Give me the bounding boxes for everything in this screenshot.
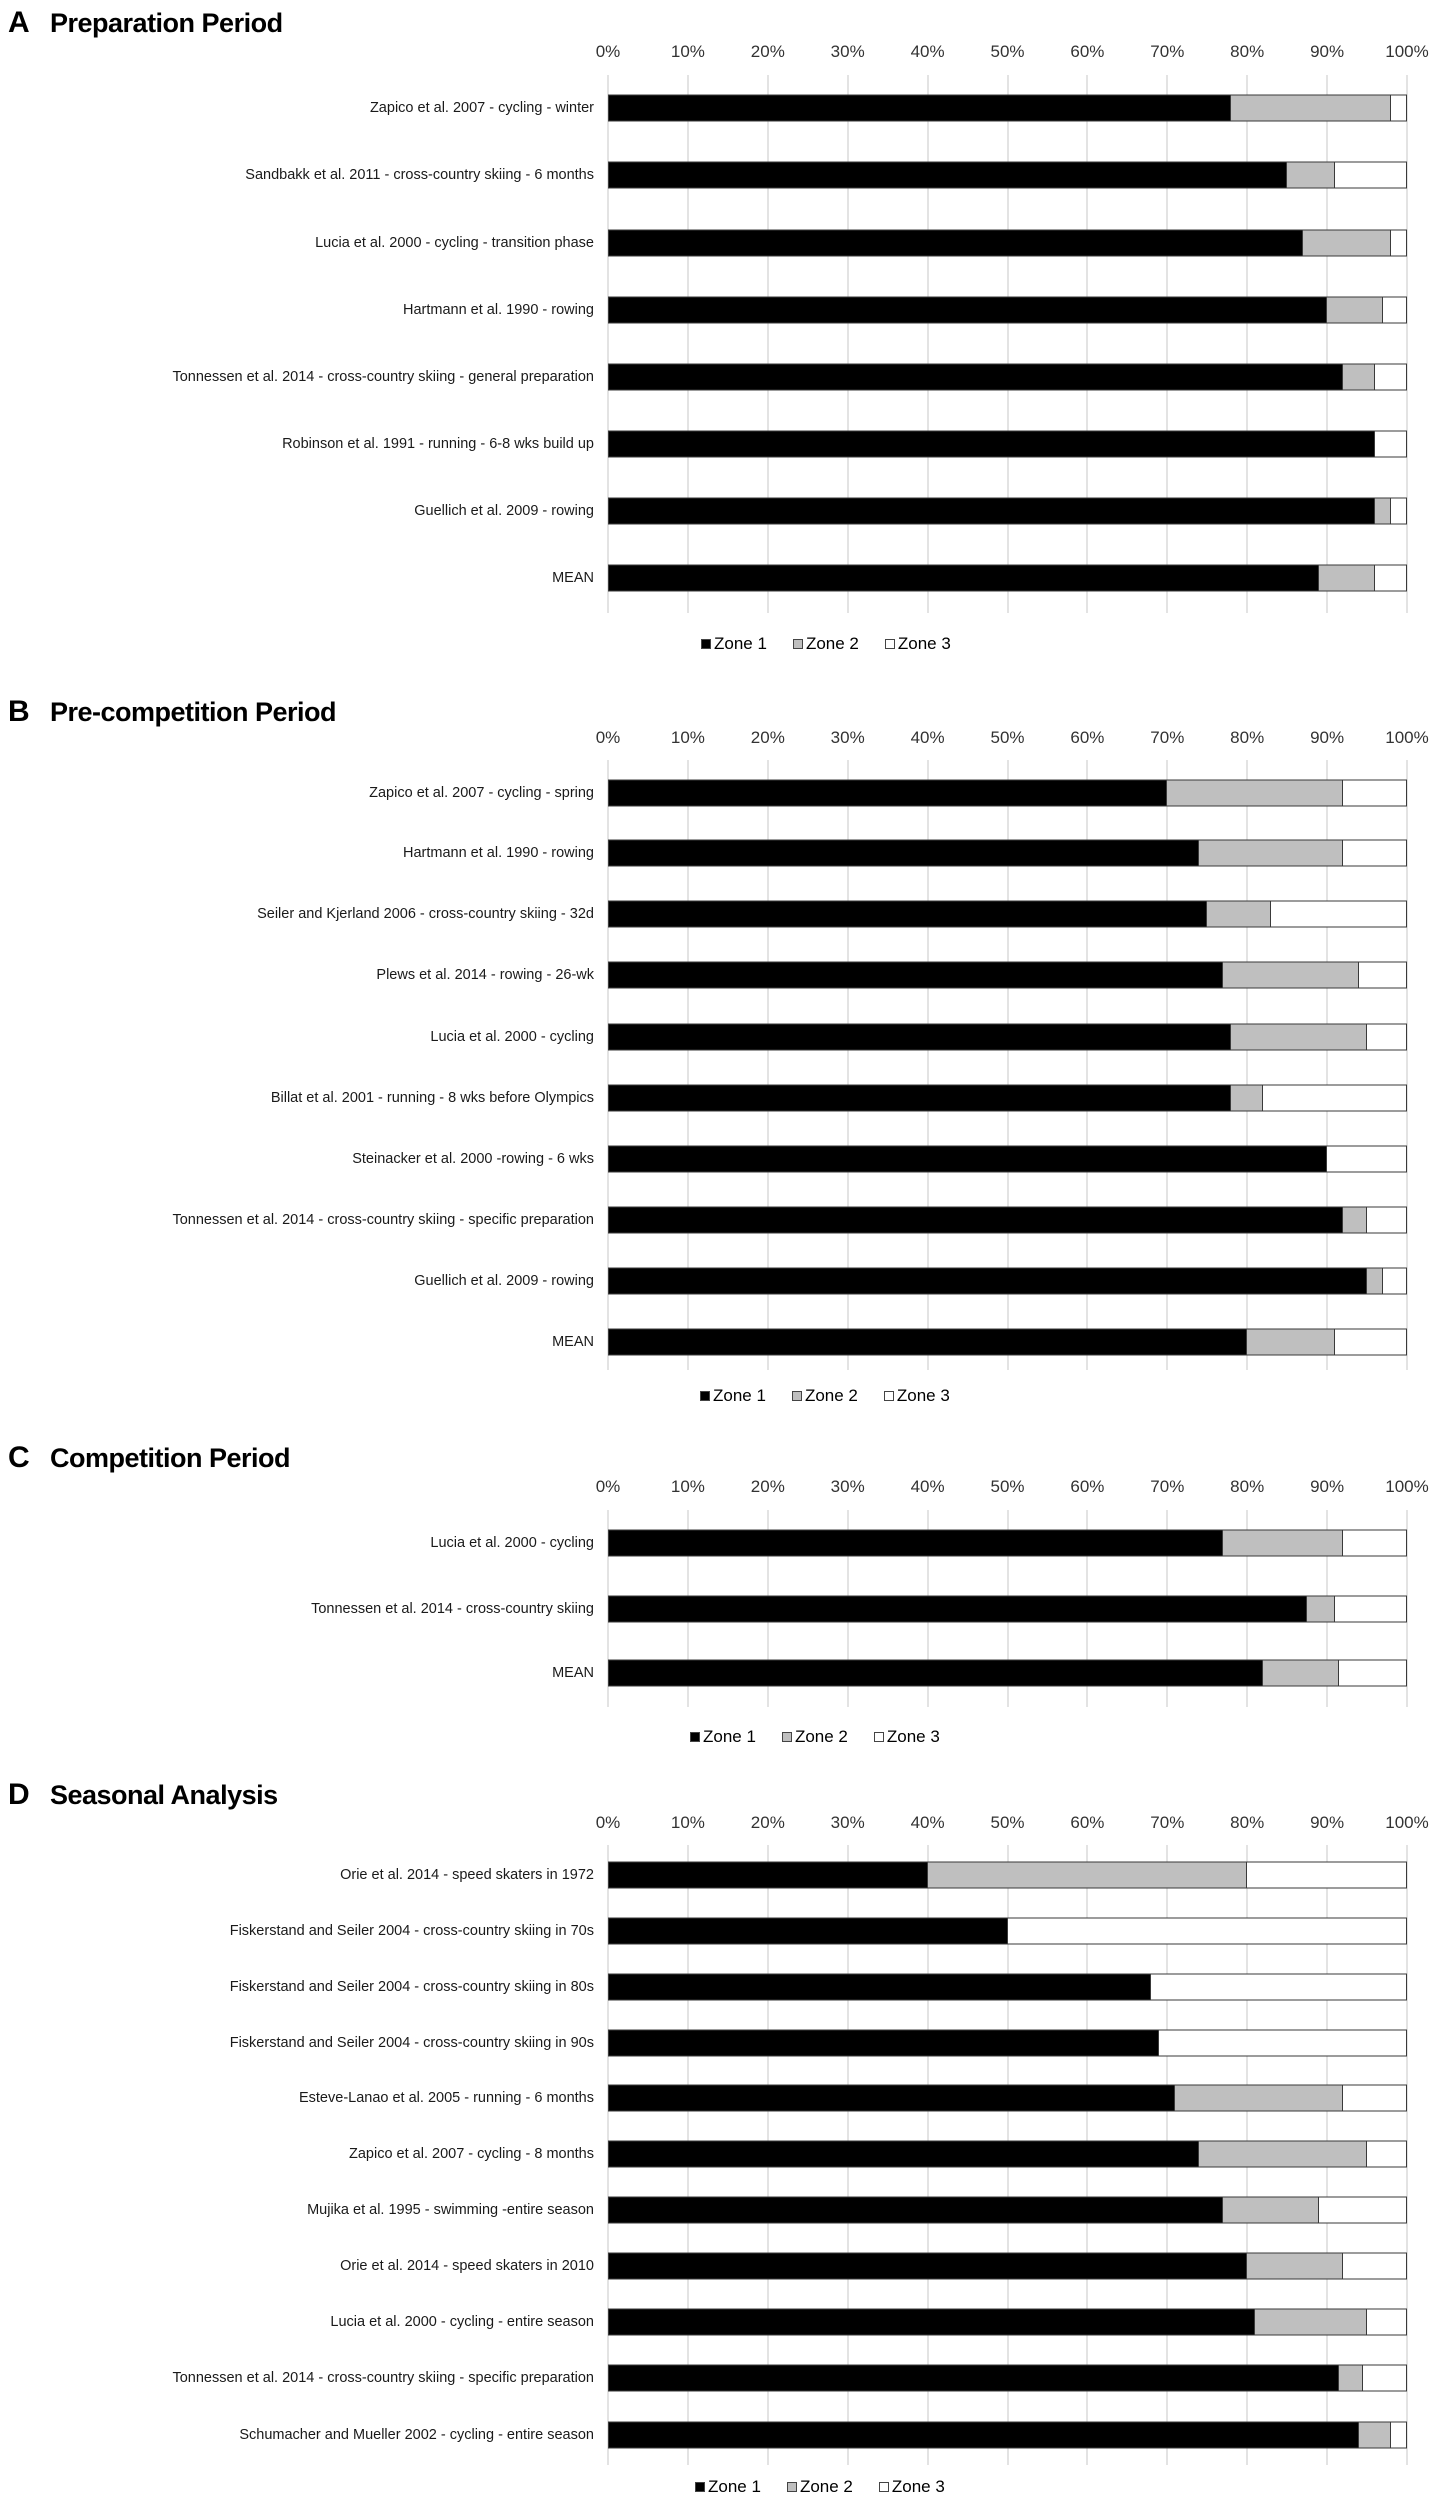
stacked-bar <box>608 95 1407 122</box>
stacked-bar <box>608 2141 1407 2168</box>
x-axis-tick-label: 30% <box>830 728 865 747</box>
stacked-bar <box>608 2422 1407 2449</box>
bar-segment-zone-3 <box>1367 1024 1407 1051</box>
legend-swatch-icon <box>690 1732 700 1742</box>
stacked-bar <box>608 230 1407 257</box>
bar-segment-zone-1 <box>608 2141 1199 2168</box>
legend-item-zone-1 <box>701 634 767 654</box>
x-axis-tick-label: 50% <box>990 1813 1025 1832</box>
bar-segment-zone-3 <box>1335 1596 1407 1623</box>
category-label: Tonnessen et al. 2014 - cross-country skiing - specific preparation <box>172 1212 594 1228</box>
gridline <box>1406 75 1408 613</box>
bar-segment-zone-1 <box>608 2422 1359 2449</box>
bar-segment-zone-3 <box>1343 1530 1407 1557</box>
bar-segment-zone-1 <box>608 1862 928 1889</box>
panel-letter: D <box>8 1778 30 1811</box>
panel-title <box>8 6 283 40</box>
x-axis-tick-label: 70% <box>1150 1813 1185 1832</box>
bar-segment-zone-3 <box>1271 901 1407 928</box>
gridline <box>1166 75 1168 613</box>
legend-item-zone-3 <box>879 2477 945 2497</box>
bar-segment-zone-3 <box>1391 498 1407 525</box>
bar-segment-zone-1 <box>608 2365 1339 2392</box>
bar-segment-zone-3 <box>1008 1918 1408 1945</box>
bar-segment-zone-2 <box>1223 962 1359 989</box>
category-label: Guellich et al. 2009 - rowing <box>414 503 594 519</box>
legend <box>695 2477 971 2497</box>
category-label: Orie et al. 2014 - speed skaters in 2010 <box>340 2258 594 2274</box>
stacked-bar <box>608 431 1407 458</box>
legend-item-zone-2 <box>792 1386 858 1406</box>
legend-swatch-icon <box>700 1391 710 1401</box>
x-axis-tick-label: 10% <box>670 728 705 747</box>
gridline <box>927 75 929 613</box>
bar-segment-zone-2 <box>1343 364 1375 391</box>
x-axis-tick-label: 70% <box>1150 42 1185 61</box>
stacked-bar <box>608 1085 1407 1112</box>
x-axis-tick-label: 0% <box>595 728 621 747</box>
bar-segment-zone-2 <box>1207 901 1271 928</box>
stacked-bar <box>608 364 1407 391</box>
legend-label: Zone 1 <box>713 1386 766 1405</box>
legend-label: Zone 3 <box>891 2477 945 2496</box>
bar-segment-zone-3 <box>1319 2197 1407 2224</box>
bar-segment-zone-2 <box>1339 2365 1363 2392</box>
x-axis-tick-label: 60% <box>1070 728 1105 747</box>
category-label: Mujika et al. 1995 - swimming -entire season <box>307 2202 594 2218</box>
stacked-bar <box>608 1862 1407 1889</box>
x-axis-tick-label: 80% <box>1230 1477 1265 1496</box>
x-axis-tick-label: 30% <box>830 1477 865 1496</box>
category-label: MEAN <box>552 570 594 586</box>
bar-segment-zone-2 <box>1231 1024 1367 1051</box>
category-label: Hartmann et al. 1990 - rowing <box>402 302 594 318</box>
legend-label: Zone 2 <box>805 634 859 653</box>
bar-segment-zone-3 <box>1375 565 1407 592</box>
category-label: Hartmann et al. 1990 - rowing <box>402 845 594 861</box>
bar-segment-zone-1 <box>608 1207 1343 1234</box>
panel-title <box>8 1441 290 1475</box>
category-label: Steinacker et al. 2000 -rowing - 6 wks <box>352 1151 594 1167</box>
legend-swatch-icon <box>793 639 803 649</box>
bar-segment-zone-1 <box>608 1024 1231 1051</box>
gridline <box>1326 75 1328 613</box>
legend <box>700 1386 976 1406</box>
bar-segment-zone-3 <box>1343 2085 1407 2112</box>
legend-item-zone-3 <box>884 1386 950 1406</box>
bar-segment-zone-3 <box>1343 780 1407 807</box>
bar-segment-zone-3 <box>1247 1862 1407 1889</box>
stacked-bar <box>608 2085 1407 2112</box>
bar-segment-zone-1 <box>608 431 1375 458</box>
bar-segment-zone-2 <box>1223 2197 1319 2224</box>
x-axis-tick-label: 70% <box>1150 1477 1185 1496</box>
bar-segment-zone-3 <box>1375 431 1407 458</box>
x-axis-tick-label: 10% <box>670 1813 705 1832</box>
x-axis-tick-label: 40% <box>910 1477 945 1496</box>
bar-segment-zone-1 <box>608 162 1287 189</box>
x-axis-tick-label: 30% <box>830 1813 865 1832</box>
bar-segment-zone-1 <box>608 1974 1151 2001</box>
bar-segment-zone-3 <box>1391 230 1407 257</box>
bar-segment-zone-3 <box>1367 2309 1407 2336</box>
bar-segment-zone-2 <box>1375 498 1391 525</box>
legend-label: Zone 3 <box>886 1727 940 1746</box>
category-label: Schumacher and Mueller 2002 - cycling - entire season <box>239 2427 594 2443</box>
panel-title-text: Seasonal Analysis <box>50 1780 278 1810</box>
category-label: Tonnessen et al. 2014 - cross-country skiing - specific preparation <box>172 2370 594 2386</box>
x-axis-tick-label: 20% <box>750 728 785 747</box>
x-axis-tick-label: 80% <box>1230 1813 1265 1832</box>
legend-swatch-icon <box>695 2482 705 2492</box>
x-axis-tick-label: 80% <box>1230 42 1265 61</box>
bar-segment-zone-1 <box>608 1268 1367 1295</box>
bar-segment-zone-2 <box>1287 162 1335 189</box>
gridline <box>767 75 769 613</box>
category-label: Lucia et al. 2000 - cycling - entire season <box>330 2314 594 2330</box>
legend-swatch-icon <box>874 1732 884 1742</box>
bar-segment-zone-1 <box>608 2253 1247 2280</box>
bar-segment-zone-2 <box>1247 2253 1343 2280</box>
bar-segment-zone-3 <box>1391 2422 1407 2449</box>
x-axis-tick-label: 20% <box>750 42 785 61</box>
x-axis-tick-label: 30% <box>830 42 865 61</box>
bar-segment-zone-3 <box>1151 1974 1407 2001</box>
bar-segment-zone-2 <box>1367 1268 1383 1295</box>
category-label: Plews et al. 2014 - rowing - 26-wk <box>376 967 594 983</box>
bar-segment-zone-1 <box>608 2030 1159 2057</box>
bar-segment-zone-2 <box>1255 2309 1367 2336</box>
stacked-bar <box>608 901 1407 928</box>
gridline <box>1007 75 1009 613</box>
legend <box>701 634 977 654</box>
bar-segment-zone-2 <box>928 1862 1248 1889</box>
stacked-bar <box>608 2253 1407 2280</box>
panel-title-text: Pre-competition Period <box>50 697 337 727</box>
legend-swatch-icon <box>787 2482 797 2492</box>
stacked-bar <box>608 1329 1407 1356</box>
x-axis-tick-label: 90% <box>1310 728 1345 747</box>
bar-segment-zone-1 <box>608 364 1343 391</box>
bar-segment-zone-3 <box>1367 2141 1407 2168</box>
gridline <box>1246 75 1248 613</box>
panel-letter: B <box>8 695 30 728</box>
bar-segment-zone-3 <box>1359 962 1407 989</box>
stacked-bar <box>608 2365 1407 2392</box>
x-axis-tick-label: 50% <box>990 42 1025 61</box>
legend-item-zone-2 <box>793 634 859 654</box>
x-axis-tick-label: 0% <box>595 1813 621 1832</box>
bar-segment-zone-2 <box>1231 1085 1263 1112</box>
category-label: Billat et al. 2001 - running - 8 wks before Olympics <box>270 1090 594 1106</box>
category-label: MEAN <box>552 1334 594 1350</box>
bar-segment-zone-3 <box>1343 2253 1407 2280</box>
legend-label: Zone 3 <box>896 1386 950 1405</box>
bar-segment-zone-2 <box>1199 2141 1367 2168</box>
gridline <box>1086 75 1088 613</box>
x-axis-tick-label: 0% <box>595 42 621 61</box>
bar-segment-zone-2 <box>1303 230 1391 257</box>
category-label: Esteve-Lanao et al. 2005 - running - 6 months <box>298 2090 594 2106</box>
stacked-bar <box>608 297 1407 324</box>
bar-segment-zone-1 <box>608 2309 1255 2336</box>
bar-segment-zone-1 <box>608 230 1303 257</box>
bar-segment-zone-1 <box>608 780 1167 807</box>
x-axis-tick-label: 60% <box>1070 42 1105 61</box>
stacked-bar <box>608 1207 1407 1234</box>
stacked-bar <box>608 962 1407 989</box>
category-label: Zapico et al. 2007 - cycling - spring <box>369 785 594 801</box>
gridline <box>847 75 849 613</box>
legend-item-zone-2 <box>787 2477 853 2497</box>
x-axis-tick-label: 90% <box>1310 42 1345 61</box>
x-axis-tick-label: 90% <box>1310 1813 1345 1832</box>
stacked-bar <box>608 780 1407 807</box>
x-axis-tick-label: 100% <box>1385 42 1429 61</box>
bar-segment-zone-1 <box>608 1329 1247 1356</box>
x-axis-tick-label: 60% <box>1070 1477 1105 1496</box>
legend-item-zone-3 <box>874 1727 940 1747</box>
legend-label: Zone 2 <box>804 1386 858 1405</box>
bar-segment-zone-3 <box>1375 364 1407 391</box>
category-label: Robinson et al. 1991 - running - 6-8 wks build up <box>282 436 594 452</box>
x-axis-tick-label: 50% <box>990 1477 1025 1496</box>
category-label: Fiskerstand and Seiler 2004 - cross-country skiing in 80s <box>229 1979 594 1995</box>
legend-swatch-icon <box>884 1391 894 1401</box>
category-label: Sandbakk et al. 2011 - cross-country skiing - 6 months <box>245 167 594 183</box>
stacked-bar <box>608 1660 1407 1687</box>
legend-item-zone-3 <box>885 634 951 654</box>
legend-swatch-icon <box>782 1732 792 1742</box>
stacked-bar <box>608 2309 1407 2336</box>
bar-segment-zone-1 <box>608 962 1223 989</box>
bar-segment-zone-1 <box>608 1530 1223 1557</box>
bar-segment-zone-1 <box>608 95 1231 122</box>
legend-label: Zone 2 <box>799 2477 853 2496</box>
x-axis-tick-label: 60% <box>1070 1813 1105 1832</box>
bar-segment-zone-2 <box>1327 297 1383 324</box>
category-label: Fiskerstand and Seiler 2004 - cross-country skiing in 90s <box>229 2035 594 2051</box>
bar-segment-zone-1 <box>608 1918 1008 1945</box>
gridline <box>607 75 609 613</box>
stacked-bar <box>608 498 1407 525</box>
stacked-bar <box>608 1974 1407 2001</box>
bar-segment-zone-3 <box>1363 2365 1407 2392</box>
bar-segment-zone-1 <box>608 1596 1307 1623</box>
x-axis-tick-label: 100% <box>1385 728 1429 747</box>
category-label: MEAN <box>552 1665 594 1681</box>
category-label: Zapico et al. 2007 - cycling - winter <box>369 100 594 116</box>
bar-segment-zone-3 <box>1335 1329 1407 1356</box>
panel-title <box>8 695 336 729</box>
bar-segment-zone-3 <box>1339 1660 1407 1687</box>
bar-segment-zone-2 <box>1231 95 1391 122</box>
stacked-bar <box>608 1530 1407 1557</box>
category-label: Zapico et al. 2007 - cycling - 8 months <box>348 2146 594 2162</box>
legend-label: Zone 1 <box>708 2477 761 2496</box>
bar-segment-zone-1 <box>608 498 1375 525</box>
x-axis-tick-label: 100% <box>1385 1813 1429 1832</box>
x-axis-tick-label: 80% <box>1230 728 1265 747</box>
legend <box>690 1727 966 1747</box>
category-label: Seiler and Kjerland 2006 - cross-country skiing - 32d <box>257 906 594 922</box>
stacked-bar <box>608 1918 1407 1945</box>
bar-segment-zone-2 <box>1167 780 1343 807</box>
panel-title-text: Competition Period <box>50 1443 290 1473</box>
bar-segment-zone-1 <box>608 901 1207 928</box>
panel-title-text: Preparation Period <box>50 8 283 38</box>
bar-segment-zone-1 <box>608 1146 1327 1173</box>
bar-segment-zone-3 <box>1263 1085 1407 1112</box>
x-axis-tick-label: 90% <box>1310 1477 1345 1496</box>
legend-label: Zone 1 <box>703 1727 756 1746</box>
stacked-bar <box>608 840 1407 867</box>
bar-segment-zone-1 <box>608 2085 1175 2112</box>
legend-item-zone-2 <box>782 1727 848 1747</box>
bar-segment-zone-2 <box>1175 2085 1343 2112</box>
bar-segment-zone-3 <box>1343 840 1407 867</box>
bar-segment-zone-1 <box>608 565 1319 592</box>
category-label: Tonnessen et al. 2014 - cross-country skiing <box>311 1601 594 1617</box>
stacked-bar <box>608 565 1407 592</box>
legend-label: Zone 3 <box>897 634 951 653</box>
bar-segment-zone-3 <box>1327 1146 1407 1173</box>
bar-segment-zone-3 <box>1391 95 1407 122</box>
bar-segment-zone-3 <box>1383 297 1407 324</box>
panel-letter: C <box>8 1441 30 1474</box>
bar-segment-zone-2 <box>1343 1207 1367 1234</box>
bar-segment-zone-3 <box>1335 162 1407 189</box>
x-axis-tick-label: 10% <box>670 1477 705 1496</box>
legend-swatch-icon <box>885 639 895 649</box>
bar-segment-zone-2 <box>1263 1660 1339 1687</box>
stacked-bar <box>608 1596 1407 1623</box>
bar-segment-zone-2 <box>1307 1596 1335 1623</box>
stacked-bar <box>608 1268 1407 1295</box>
category-label: Lucia et al. 2000 - cycling <box>430 1029 594 1045</box>
legend-item-zone-1 <box>695 2477 761 2497</box>
legend-swatch-icon <box>701 639 711 649</box>
bar-segment-zone-2 <box>1223 1530 1343 1557</box>
category-label: Fiskerstand and Seiler 2004 - cross-country skiing in 70s <box>229 1923 594 1939</box>
legend-swatch-icon <box>879 2482 889 2492</box>
bar-segment-zone-1 <box>608 840 1199 867</box>
legend-label: Zone 2 <box>794 1727 848 1746</box>
x-axis-tick-label: 20% <box>750 1477 785 1496</box>
x-axis-tick-label: 50% <box>990 728 1025 747</box>
x-axis-tick-label: 100% <box>1385 1477 1429 1496</box>
bar-segment-zone-2 <box>1247 1329 1335 1356</box>
x-axis-tick-label: 40% <box>910 42 945 61</box>
bar-segment-zone-3 <box>1383 1268 1407 1295</box>
legend-label: Zone 1 <box>714 634 767 653</box>
x-axis-tick-label: 40% <box>910 728 945 747</box>
stacked-bar <box>608 162 1407 189</box>
panel-letter: A <box>8 6 30 39</box>
bar-segment-zone-1 <box>608 1085 1231 1112</box>
bar-segment-zone-3 <box>1367 1207 1407 1234</box>
bar-segment-zone-1 <box>608 2197 1223 2224</box>
bar-segment-zone-2 <box>1199 840 1343 867</box>
stacked-bar <box>608 1146 1407 1173</box>
legend-swatch-icon <box>792 1391 802 1401</box>
x-axis-tick-label: 70% <box>1150 728 1185 747</box>
bar-segment-zone-2 <box>1319 565 1375 592</box>
category-label: Lucia et al. 2000 - cycling <box>430 1535 594 1551</box>
x-axis-tick-label: 40% <box>910 1813 945 1832</box>
x-axis-tick-label: 20% <box>750 1813 785 1832</box>
bar-segment-zone-3 <box>1159 2030 1407 2057</box>
x-axis-tick-label: 0% <box>595 1477 621 1496</box>
bar-segment-zone-1 <box>608 297 1327 324</box>
panel-title <box>8 1778 278 1812</box>
category-label: Orie et al. 2014 - speed skaters in 1972 <box>340 1867 594 1883</box>
category-label: Tonnessen et al. 2014 - cross-country skiing - general preparation <box>172 369 594 385</box>
stacked-bar <box>608 1024 1407 1051</box>
bar-segment-zone-1 <box>608 1660 1263 1687</box>
legend-item-zone-1 <box>690 1727 756 1747</box>
stacked-bar <box>608 2197 1407 2224</box>
category-label: Lucia et al. 2000 - cycling - transition phase <box>315 235 594 251</box>
stacked-bar <box>608 2030 1407 2057</box>
gridline <box>687 75 689 613</box>
legend-item-zone-1 <box>700 1386 766 1406</box>
category-label: Guellich et al. 2009 - rowing <box>414 1273 594 1289</box>
x-axis-tick-label: 10% <box>670 42 705 61</box>
bar-segment-zone-2 <box>1359 2422 1391 2449</box>
